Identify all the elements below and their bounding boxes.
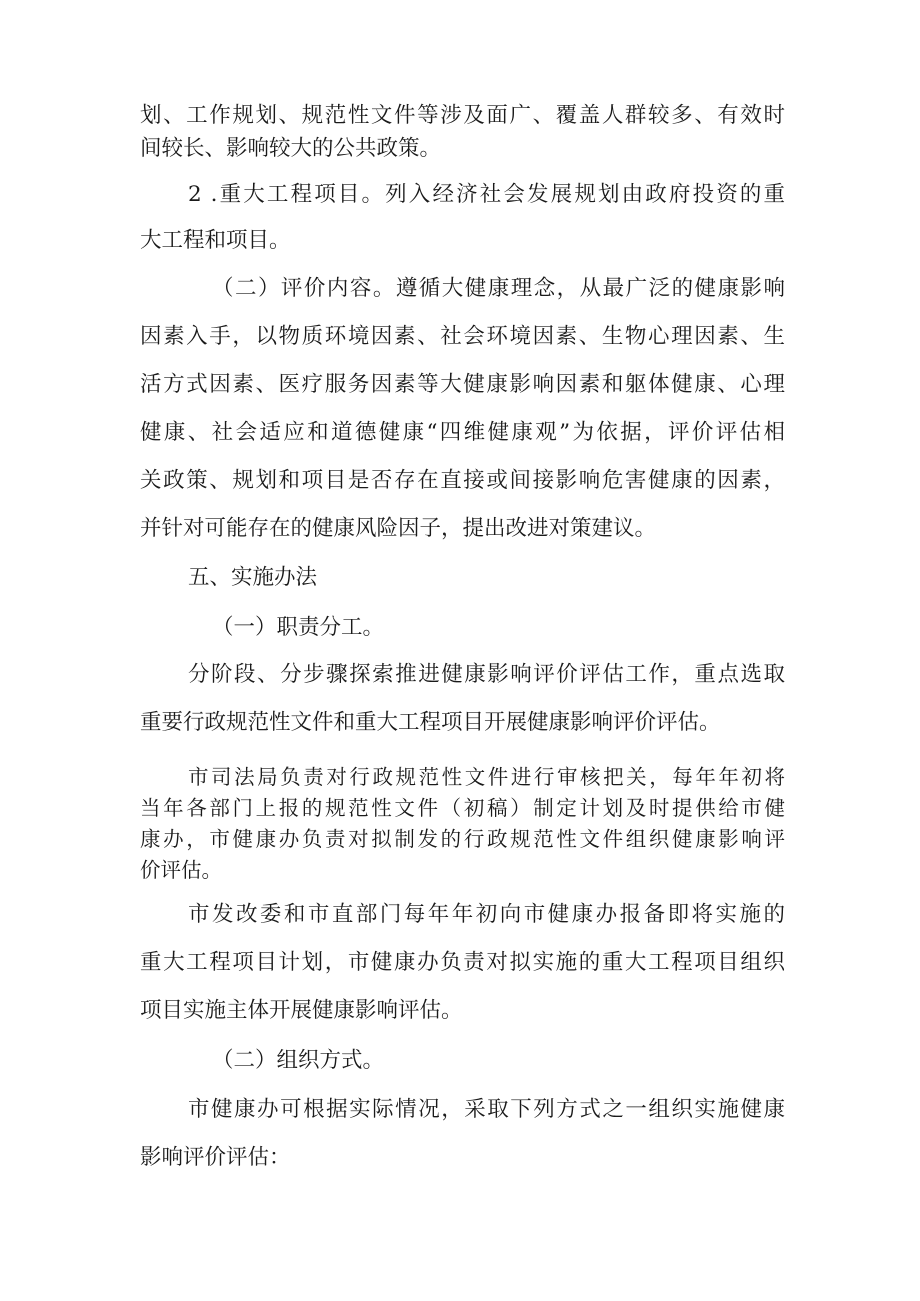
text-line-19: 市发改委和市直部门每年年初向市健康办报备即将实施的 xyxy=(188,902,785,927)
text-line-21: 项目实施主体开展健康影响评估。 xyxy=(140,998,463,1023)
text-line-6: 因素入手，以物质环境因素、社会环境因素、生物心理因素、生 xyxy=(140,324,785,349)
text-line-7: 活方式因素、医疗服务因素等大健康影响因素和躯体健康、心理 xyxy=(140,372,785,397)
text-line-10: 并针对可能存在的健康风险因子，提出改进对策建议。 xyxy=(140,516,657,541)
text-line-14: 重要行政规范性文件和重大工程项目开展健康影响评价评估。 xyxy=(140,710,721,735)
text-line-3: 2 .重大工程项目。列入经济社会发展规划由政府投资的重 xyxy=(188,182,785,207)
subsection-heading-1: （一）职责分工。 xyxy=(212,615,385,640)
section-heading: 五、实施办法 xyxy=(188,565,318,590)
text-line-13: 分阶段、分步骤探索推进健康影响评价评估工作，重点选取 xyxy=(188,662,785,687)
text-line-5: （二）评价内容。遵循大健康理念，从最广泛的健康影响 xyxy=(212,276,785,301)
text-line-15: 市司法局负责对行政规范性文件进行审核把关，每年年初将 xyxy=(188,765,785,789)
subsection-heading-2: （二）组织方式。 xyxy=(212,1048,385,1073)
text-line-20: 重大工程项目计划，市健康办负责对拟实施的重大工程项目组织 xyxy=(140,950,785,975)
text-line-16: 当年各部门上报的规范性文件（初稿）制定计划及时提供给市健 xyxy=(140,796,785,820)
text-line-2: 间较长、影响较大的公共政策。 xyxy=(140,136,442,161)
text-line-17: 康办，市健康办负责对拟制发的行政规范性文件组织健康影响评 xyxy=(140,827,785,851)
text-line-1: 划、工作规划、规范性文件等涉及面广、覆盖人群较多、有效时 xyxy=(140,103,785,128)
text-line-4: 大工程和项目。 xyxy=(140,228,291,253)
text-line-8: 健康、社会适应和道德健康“四维健康观”为依据，评价评估相 xyxy=(140,420,785,445)
text-line-23: 市健康办可根据实际情况，采取下列方式之一组织实施健康 xyxy=(188,1097,785,1122)
text-line-9: 关政策、规划和项目是否存在直接或间接影响危害健康的因素， xyxy=(140,468,785,493)
text-line-18: 价评估。 xyxy=(140,858,222,882)
text-line-24: 影响评价评估： xyxy=(140,1145,291,1170)
